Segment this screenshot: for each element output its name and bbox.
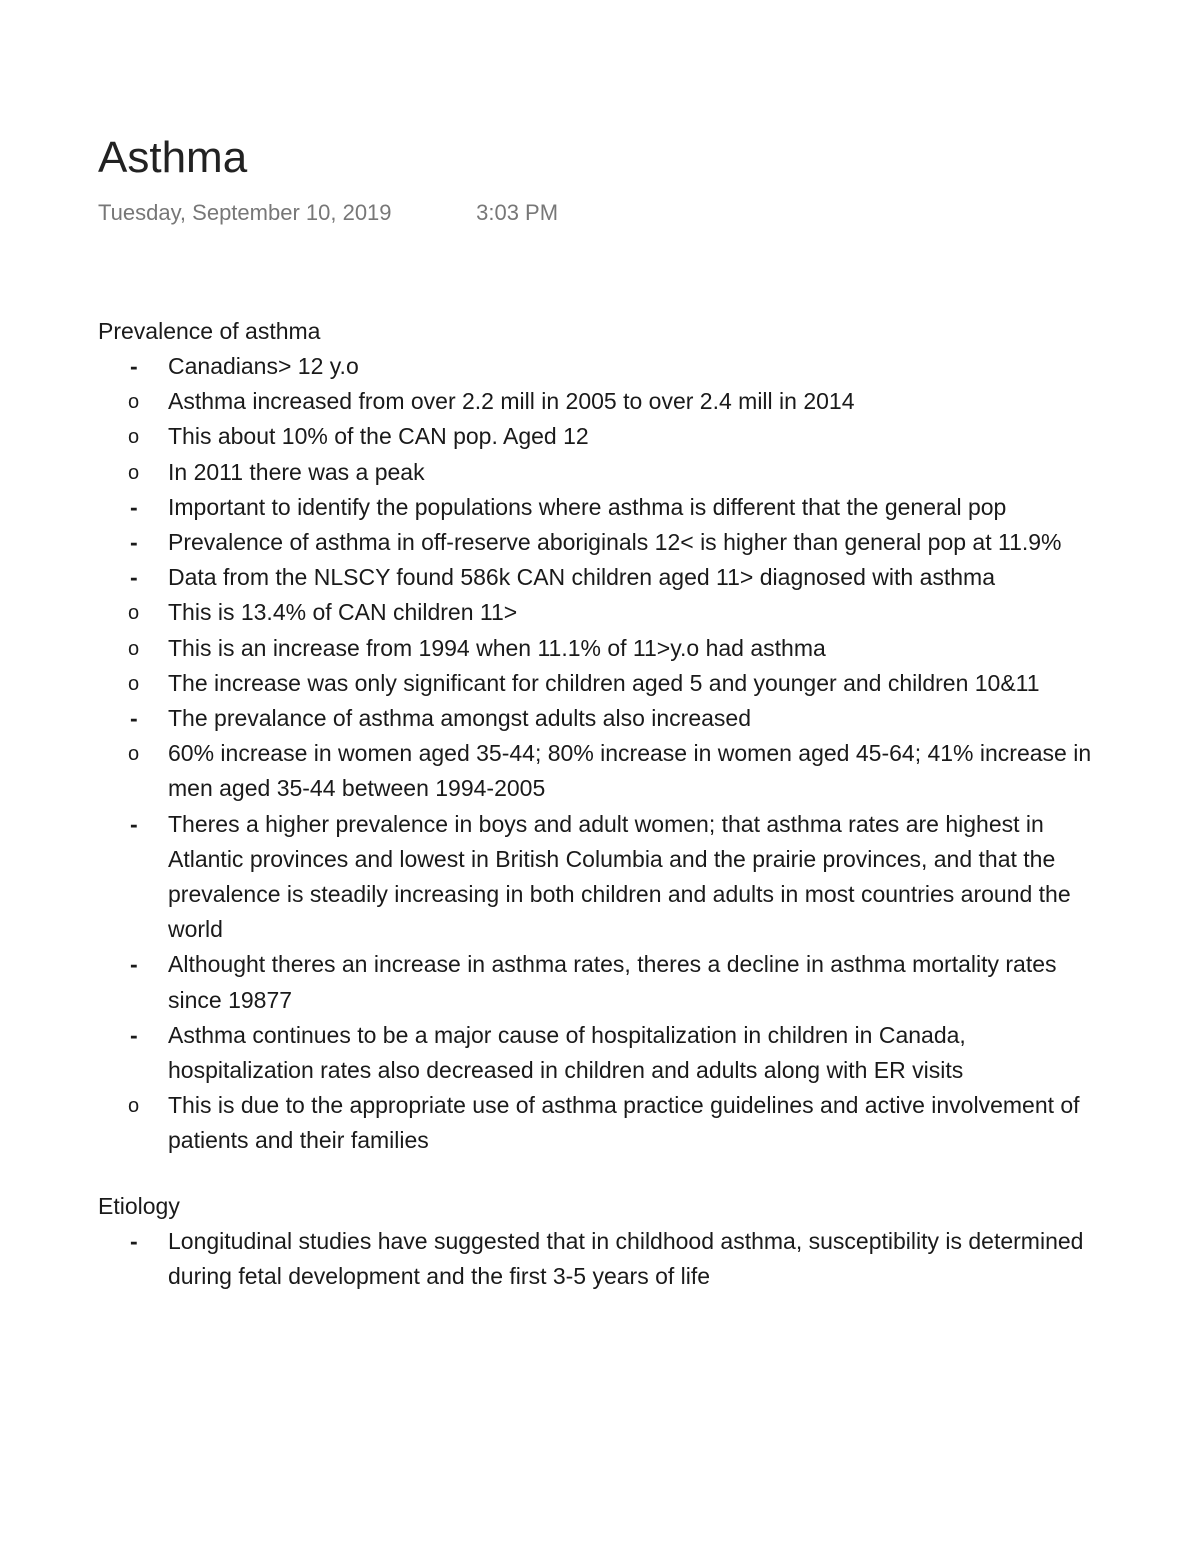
note-time: 3:03 PM bbox=[476, 200, 559, 225]
list-item-text: Data from the NLSCY found 586k CAN children aged 11> diagnosed with asthma bbox=[168, 564, 996, 591]
sub-list-item: o Asthma increased from over 2.2 mill in 2005 to over 2.4 mill in 2014 bbox=[98, 384, 1108, 419]
list-item-text: Theres a higher prevalence in boys and adult women; that asthma rates are highest in Atlantic provinces and lowest in British Columbia and the prairie provinces, and that the prevalence is steadily increasing in both children and adults in most countries around the world bbox=[168, 810, 1071, 943]
list-item bbox=[98, 490, 1108, 525]
list-item bbox=[98, 349, 1108, 384]
section-heading-etiology: Etiology bbox=[98, 1192, 180, 1219]
list-item-text: Longitudinal studies have suggested that in childhood asthma, susceptibility is determined during fetal development and the first 3-5 years of life bbox=[168, 1227, 1084, 1289]
list-item-text: Althought theres an increase in asthma rates, theres a decline in asthma mortality rates since 19877 bbox=[168, 951, 1057, 1013]
note-page bbox=[98, 130, 1108, 1294]
list-item-text: Important to identify the populations where asthma is different that the general pop bbox=[168, 493, 1007, 520]
sub-list-item: o 60% increase in women aged 35-44; 80% increase in women aged 45-64; 41% increase in men aged 35-44 between 1994-2005 bbox=[98, 736, 1108, 806]
list-item bbox=[98, 560, 1108, 595]
sub-list-item: o In 2011 there was a peak bbox=[98, 455, 1108, 490]
list-item bbox=[98, 807, 1108, 948]
list-item bbox=[98, 701, 1108, 736]
list-item-text: Prevalence of asthma in off-reserve aboriginals 12< is higher than general pop at 11.9% bbox=[168, 529, 1062, 556]
sub-list bbox=[98, 1088, 1108, 1158]
section-heading-prevalence: Prevalence of asthma bbox=[98, 318, 321, 344]
prevalence-list bbox=[98, 349, 1108, 1159]
sub-list bbox=[98, 384, 1108, 490]
sub-list-item: o This is due to the appropriate use of asthma practice guidelines and active involvement of patients and their families bbox=[98, 1088, 1108, 1158]
list-item-text: Asthma continues to be a major cause of hospitalization in children in Canada, hospitalization rates also decreased in children and adults along with ER visits bbox=[168, 1021, 966, 1084]
sub-list-item: o This is an increase from 1994 when 11.1% of 11>y.o had asthma bbox=[98, 631, 1108, 666]
list-item-text: The prevalance of asthma amongst adults also increased bbox=[168, 705, 751, 732]
sub-list-item: o The increase was only significant for children aged 5 and younger and children 10&11 bbox=[98, 666, 1108, 701]
page-title: Asthma bbox=[98, 133, 248, 182]
note-date: Tuesday, September 10, 2019 bbox=[98, 200, 392, 225]
list-item-text: Canadians> 12 y.o bbox=[168, 353, 359, 379]
note-timestamp bbox=[98, 200, 1108, 232]
sub-list-item: o This is 13.4% of CAN children 11> bbox=[98, 595, 1108, 630]
list-item bbox=[98, 947, 1108, 1017]
etiology-list bbox=[98, 1224, 1108, 1294]
sub-list bbox=[98, 736, 1108, 806]
list-item bbox=[98, 1224, 1108, 1294]
list-item bbox=[98, 525, 1108, 560]
sub-list bbox=[98, 595, 1108, 701]
list-item bbox=[98, 1018, 1108, 1088]
sub-list-item: o This about 10% of the CAN pop. Aged 12 bbox=[98, 419, 1108, 454]
